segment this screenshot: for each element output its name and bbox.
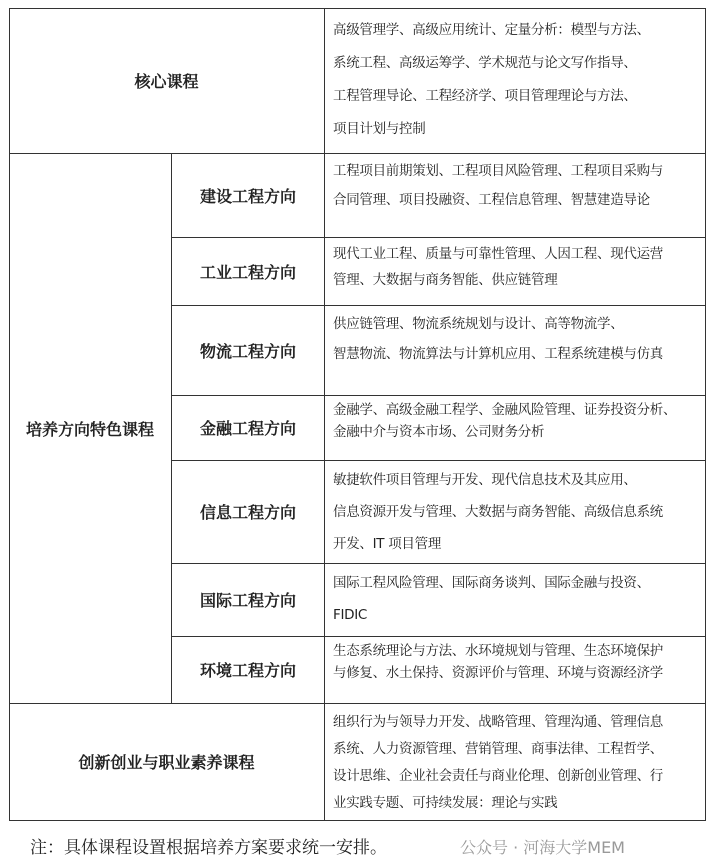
watermark: 公众号 · 河海大学MEM: [460, 838, 625, 857]
course-list: [325, 8, 706, 154]
direction-name: 金融工程方向: [172, 395, 325, 461]
course-list: [325, 636, 706, 704]
course-line: 金融中介与资本市场、公司财务分析: [333, 424, 545, 440]
course-line: 组织行为与领导力开发、战略管理、管理沟通、管理信息: [333, 714, 663, 730]
course-line: 工程项目前期策划、工程项目风险管理、工程项目采购与: [333, 163, 663, 179]
course-line: 生态系统理论与方法、水环境规划与管理、生态环境保护: [333, 643, 663, 659]
direction-name: 国际工程方向: [172, 563, 325, 637]
course-line: 设计思维、企业社会责任与商业伦理、创新创业管理、行: [333, 768, 663, 784]
direction-name: 物流工程方向: [172, 305, 325, 396]
course-line: 金融学、高级金融工程学、金融风险管理、证券投资分析、: [333, 402, 677, 418]
course-line: 现代工业工程、质量与可靠性管理、人因工程、现代运营: [333, 246, 663, 262]
direction-name: 环境工程方向: [172, 636, 325, 704]
category-innovation: 创新创业与职业素养课程: [9, 703, 325, 821]
course-line: 信息资源开发与管理、大数据与商务智能、高级信息系统: [333, 504, 663, 520]
course-line: 国际工程风险管理、国际商务谈判、国际金融与投资、: [333, 575, 650, 591]
course-line: 系统工程、高级运筹学、学术规范与论文写作指导、: [333, 55, 637, 71]
course-line: 管理、大数据与商务智能、供应链管理: [333, 272, 558, 288]
category-feature: 培养方向特色课程: [9, 153, 172, 704]
course-line: 业实践专题、可持续发展：理论与实践: [333, 795, 558, 811]
direction-name: 工业工程方向: [172, 237, 325, 306]
direction-name: 建设工程方向: [172, 153, 325, 238]
course-line: 智慧物流、物流算法与计算机应用、工程系统建模与仿真: [333, 346, 663, 362]
course-line: 与修复、水土保持、资源评价与管理、环境与资源经济学: [333, 665, 663, 681]
category-core: 核心课程: [9, 8, 325, 154]
course-list: [325, 395, 706, 461]
course-list: [325, 153, 706, 238]
course-list: [325, 237, 706, 306]
footnote: 注：具体课程设置根据培养方案要求统一安排。: [30, 838, 387, 858]
course-line: 合同管理、项目投融资、工程信息管理、智慧建造导论: [333, 192, 650, 208]
direction-name: 信息工程方向: [172, 460, 325, 564]
course-line: 供应链管理、物流系统规划与设计、高等物流学、: [333, 316, 624, 332]
course-line: 高级管理学、高级应用统计、定量分析：模型与方法、: [333, 22, 650, 38]
course-list: [325, 563, 706, 637]
course-line: 工程管理导论、工程经济学、项目管理理论与方法、: [333, 88, 637, 104]
course-line: FIDIC: [333, 607, 368, 623]
course-line: 项目计划与控制: [333, 121, 426, 137]
course-list: [325, 305, 706, 396]
course-list: [325, 703, 706, 821]
course-line: 开发、IT 项目管理: [333, 536, 442, 552]
course-line: 敏捷软件项目管理与开发、现代信息技术及其应用、: [333, 472, 637, 488]
course-list: [325, 460, 706, 564]
course-line: 系统、人力资源管理、营销管理、商事法律、工程哲学、: [333, 741, 663, 757]
